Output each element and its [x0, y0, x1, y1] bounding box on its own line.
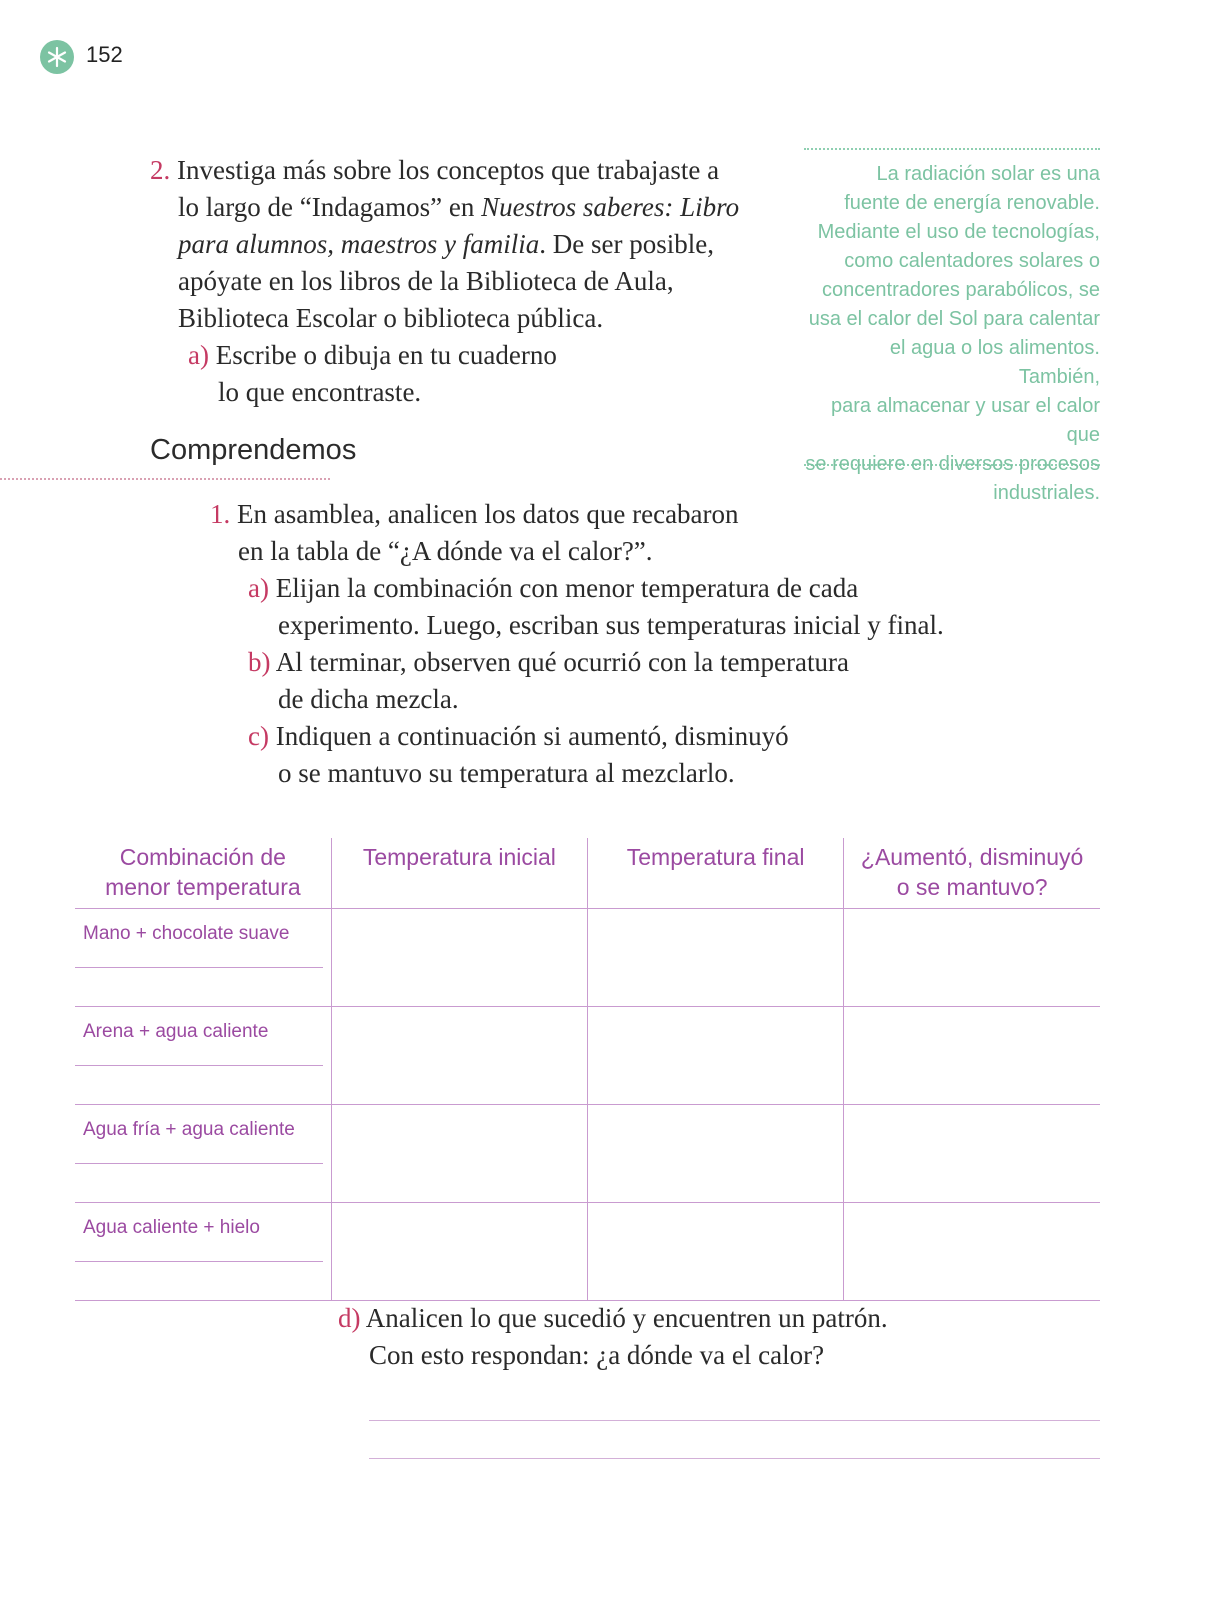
activity-1-line-2: en la tabla de “¿A dónde va el calor?”. [238, 536, 653, 566]
item-a-text-2: experimento. Luego, escriban sus temperaturas inicial y final. [278, 610, 944, 640]
combination-cell [75, 1007, 331, 1105]
table-row [75, 1007, 1100, 1105]
aside-line: industriales. [993, 482, 1100, 504]
snowflake-icon [46, 46, 68, 68]
initial-temp-cell[interactable] [331, 909, 587, 1007]
activity-2-line-3: . De ser posible, [539, 229, 714, 259]
result-cell[interactable] [844, 1007, 1100, 1105]
item-b-marker: b) [248, 647, 271, 677]
initial-temp-cell[interactable] [331, 1105, 587, 1203]
table-header-row [75, 838, 1100, 909]
section-heading: Comprendemos [150, 434, 357, 466]
item-b-text-2: de dicha mezcla. [278, 684, 459, 714]
info-aside [804, 148, 1100, 504]
aside-line: Mediante el uso de tecnologías, [817, 221, 1100, 243]
item-d-marker: d) [338, 1303, 361, 1333]
aside-line: La radiación solar es una [876, 163, 1100, 185]
item-d-line-1: Analicen lo que sucedió y encuentren un patrón. [365, 1303, 888, 1333]
item-c-marker: c) [248, 721, 269, 751]
item-a-line-1: Escribe o dibuja en tu cuaderno [215, 340, 557, 370]
final-temp-cell[interactable] [588, 909, 844, 1007]
aside-line: se requiere en diversos procesos [805, 453, 1100, 475]
table-row [75, 1105, 1100, 1203]
activity-2-line-2: lo largo de “Indagamos” en [178, 192, 482, 222]
combination-label: Agua fría + agua caliente [75, 1105, 323, 1164]
item-a-text: Elijan la combinación con menor temperatura de cada [275, 573, 859, 603]
combination-label: Agua caliente + hielo [75, 1203, 323, 1262]
item-a-line-2: lo que encontraste. [218, 377, 422, 407]
item-c-text-2: o se mantuvo su temperatura al mezclarlo. [278, 758, 735, 788]
item-a-marker: a) [188, 340, 209, 370]
book-title: Nuestros saberes: Libro [481, 192, 740, 222]
page-badge [40, 40, 74, 74]
answer-line-2[interactable] [369, 1458, 1100, 1459]
item-d [338, 1300, 1118, 1374]
activity-1-line-1: En asamblea, analicen los datos que recabaron [237, 499, 739, 529]
item-a-marker: a) [248, 573, 269, 603]
page-number: 152 [86, 42, 123, 67]
aside-line: el agua o los alimentos. También, [889, 337, 1100, 388]
aside-line: usa el calor del Sol para calentar [808, 308, 1100, 330]
result-cell[interactable] [844, 1105, 1100, 1203]
temperature-table [75, 838, 1100, 1301]
aside-line: para almacenar y usar el calor que [830, 395, 1100, 446]
initial-temp-cell[interactable] [331, 1007, 587, 1105]
item-d-line-2: Con esto respondan: ¿a dónde va el calor? [369, 1340, 825, 1370]
activity-2-line-5: Biblioteca Escolar o biblioteca pública. [178, 303, 604, 333]
result-cell[interactable] [844, 1203, 1100, 1301]
activity-2-line-4: apóyate en los libros de la Biblioteca de Aula, [178, 266, 674, 296]
section-divider [0, 478, 330, 480]
item-c-text: Indiquen a continuación si aumentó, disminuyó [275, 721, 789, 751]
aside-line: como calentadores solares o [844, 250, 1100, 272]
activity-2-number: 2. [150, 155, 171, 185]
result-cell[interactable] [844, 909, 1100, 1007]
combination-cell [75, 1203, 331, 1301]
table-row [75, 1203, 1100, 1301]
aside-line: fuente de energía renovable. [844, 192, 1100, 214]
initial-temp-cell[interactable] [331, 1203, 587, 1301]
header-initial-temp: Temperatura inicial [331, 838, 587, 909]
activity-1 [210, 496, 1110, 792]
header-result: ¿Aumentó, disminuyó o se mantuvo? [844, 838, 1100, 909]
activity-1-number: 1. [210, 499, 231, 529]
header-combination: Combinación de menor temperatura [75, 838, 331, 909]
activity-2-line-1: Investiga más sobre los conceptos que trabajaste a [177, 155, 720, 185]
item-b-text: Al terminar, observen qué ocurrió con la temperatura [275, 647, 849, 677]
aside-line: concentradores parabólicos, se [822, 279, 1100, 301]
header-final-temp: Temperatura final [588, 838, 844, 909]
combination-cell [75, 909, 331, 1007]
final-temp-cell[interactable] [588, 1105, 844, 1203]
answer-line-1[interactable] [369, 1420, 1100, 1421]
aside-text [804, 160, 1100, 508]
table-row [75, 909, 1100, 1007]
final-temp-cell[interactable] [588, 1203, 844, 1301]
activity-2 [150, 152, 760, 411]
combination-label: Mano + chocolate suave [75, 909, 323, 968]
book-title-continued: para alumnos, maestros y familia [178, 229, 540, 259]
final-temp-cell[interactable] [588, 1007, 844, 1105]
combination-label: Arena + agua caliente [75, 1007, 323, 1066]
combination-cell [75, 1105, 331, 1203]
